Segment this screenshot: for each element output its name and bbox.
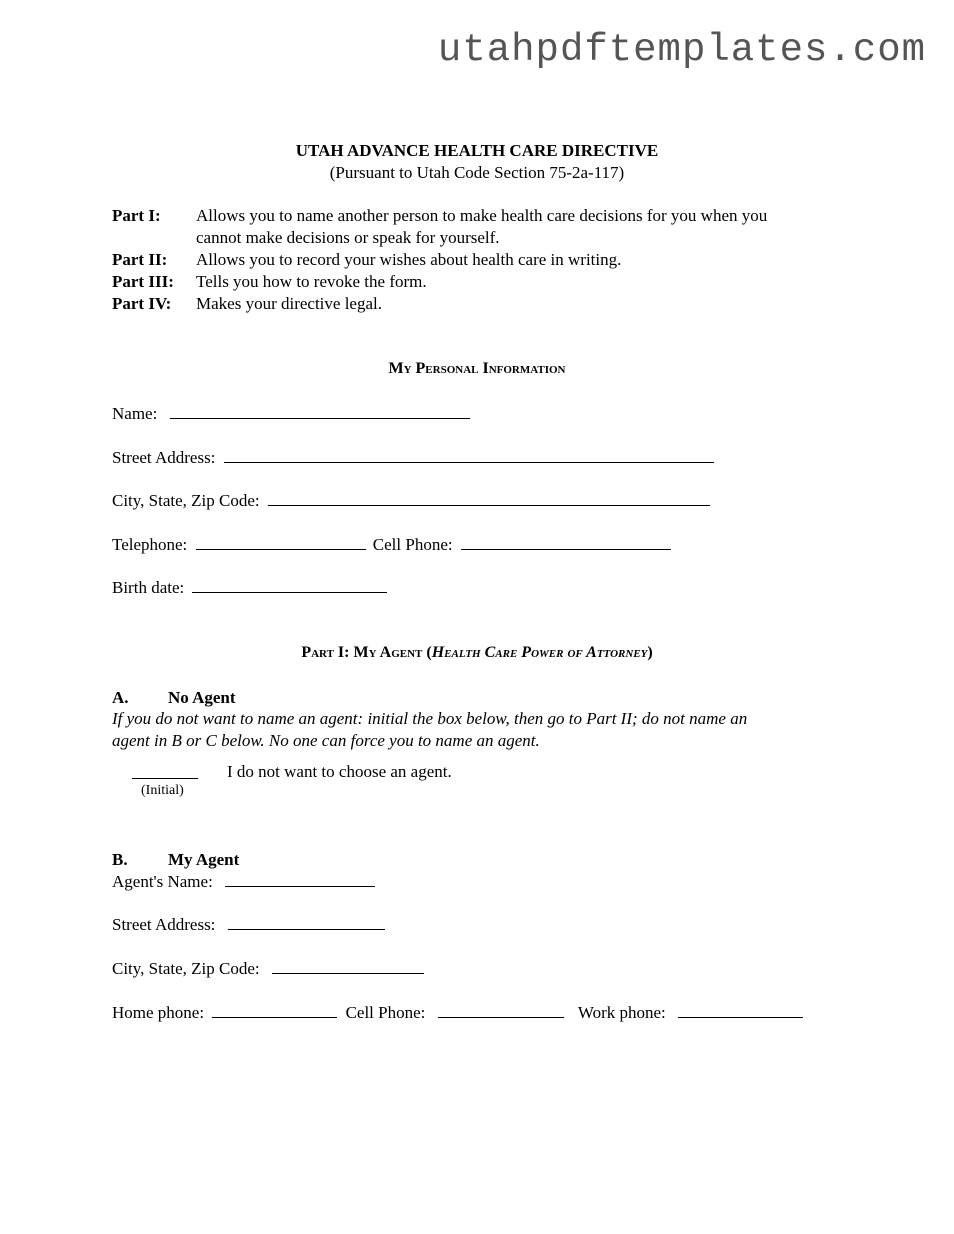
section-a-title: No Agent (168, 688, 236, 707)
agent-city-label: City, State, Zip Code: (112, 959, 260, 978)
watermark: utahpdftemplates.com (437, 28, 926, 72)
birth-field (112, 578, 387, 598)
part-3-desc: Tells you how to revoke the form. (196, 272, 427, 291)
agent-name-input-line[interactable] (225, 872, 375, 887)
part-1-heading-italic: Health Care Power of Attorney (431, 644, 648, 661)
part-1-desc: Allows you to name another person to make health care decisions for you when you (196, 206, 768, 225)
part-1-heading-suffix: ) (647, 644, 653, 661)
telephone-label: Telephone: (112, 535, 188, 554)
no-agent-text: I do not want to choose an agent. (227, 762, 452, 781)
agent-street-field (112, 915, 385, 935)
section-b-title: My Agent (168, 850, 240, 869)
cell-phone-input-line[interactable] (461, 535, 671, 550)
street-label: Street Address: (112, 448, 216, 467)
cell-phone-label: Cell Phone: (372, 535, 453, 554)
document-subtitle: (Pursuant to Utah Code Section 75-2a-117) (329, 163, 625, 182)
city-input-line[interactable] (268, 491, 710, 506)
part-1-heading (0, 644, 954, 662)
telephone-input-line[interactable] (196, 535, 366, 550)
home-phone-input-line[interactable] (212, 1003, 337, 1018)
telephone-field (112, 535, 671, 555)
initial-label: (Initial) (141, 783, 184, 798)
agent-name-field (112, 872, 375, 892)
birth-label: Birth date: (112, 578, 185, 597)
agent-street-label: Street Address: (112, 915, 216, 934)
name-label: Name: (112, 404, 158, 423)
part-1-label: Part I: (112, 206, 161, 225)
agent-city-input-line[interactable] (272, 959, 424, 974)
work-phone-label: Work phone: (577, 1003, 666, 1022)
initial-input-line[interactable] (132, 766, 198, 779)
street-input-line[interactable] (224, 448, 714, 463)
name-input-line[interactable] (170, 404, 470, 419)
agent-cell-phone-label: Cell Phone: (345, 1003, 426, 1022)
agent-phones-field (112, 1003, 803, 1023)
street-field (112, 448, 714, 468)
part-3-label: Part III: (112, 272, 174, 291)
section-a-letter: A. (112, 688, 129, 707)
city-field (112, 491, 710, 511)
part-4-label: Part IV: (112, 294, 172, 313)
section-a-instructions: If you do not want to name an agent: initial the box below, then go to Part II; do not name an (112, 709, 748, 728)
part-1-heading-prefix: Part I: My Agent ( (301, 644, 432, 661)
agent-name-label: Agent's Name: (112, 872, 213, 891)
part-4-desc: Makes your directive legal. (196, 294, 382, 313)
city-label: City, State, Zip Code: (112, 491, 260, 510)
agent-street-input-line[interactable] (228, 915, 385, 930)
home-phone-label: Home phone: (112, 1003, 205, 1022)
agent-city-field (112, 959, 424, 979)
birth-input-line[interactable] (192, 578, 387, 593)
document-title: UTAH ADVANCE HEALTH CARE DIRECTIVE (295, 141, 659, 160)
work-phone-input-line[interactable] (678, 1003, 803, 1018)
name-field (112, 404, 470, 424)
personal-info-heading: My Personal Information (388, 360, 566, 377)
section-a-instructions-cont: agent in B or C below. No one can force you to name an agent. (112, 731, 540, 750)
section-b-letter: B. (112, 850, 128, 869)
part-1-desc-cont: cannot make decisions or speak for yourself. (196, 228, 500, 247)
agent-cell-phone-input-line[interactable] (438, 1003, 564, 1018)
part-2-desc: Allows you to record your wishes about health care in writing. (196, 250, 622, 269)
part-2-label: Part II: (112, 250, 168, 269)
